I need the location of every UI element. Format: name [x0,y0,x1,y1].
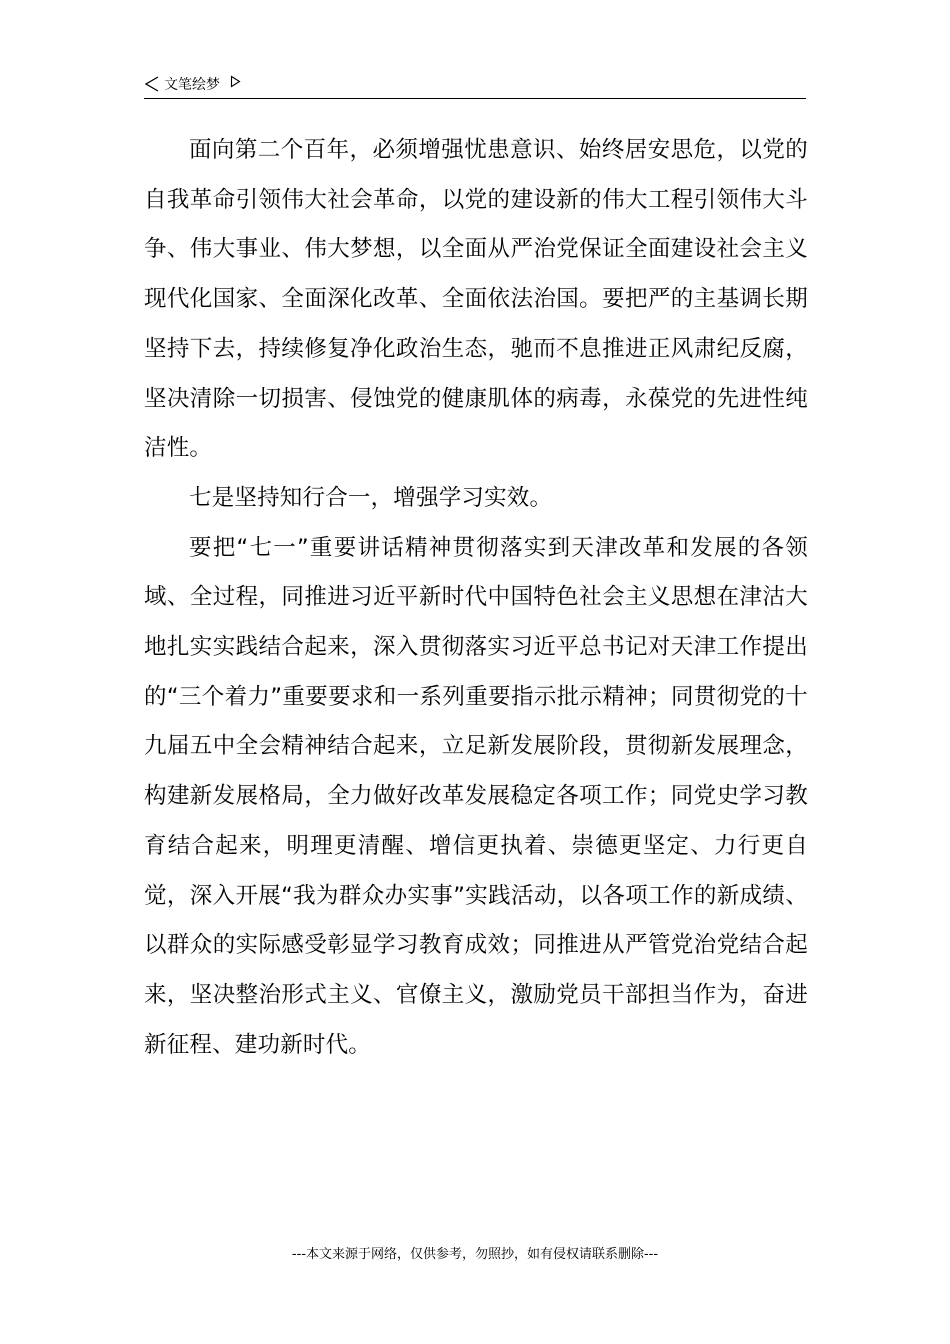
body-paragraph: 面向第二个百年，必须增强忧患意识、始终居安思危，以党的自我革命引领伟大社会革命，以党的建设新的伟大工程引领伟大斗争、伟大事业、伟大梦想，以全面从严治党保证全面建设社会主义现代化国家、全面深化改革、全面依法治国。要把严的主基调长期坚持下去，持续修复净化政治生态，驰而不息推进正风肃纪反腐，坚决清除一切损害、侵蚀党的健康肌体的病毒，永葆党的先进性纯洁性。 [144,137,808,462]
header-title: 文笔绘梦 [164,77,220,93]
section-heading-paragraph: 七是坚持知行合一，增强学习实效。 [189,484,553,511]
body-paragraph: 要把“七一”重要讲话精神贯彻落实到天津改革和发展的各领域、全过程，同推进习近平新时代中国特色社会主义思想在津沽大地扎实实践结合起来，深入贯彻落实习近平总书记对天津工作提出的“三个着力”重要要求和一系列重要指示批示精神；同贯彻党的十九届五中全会精神结合起来，立足新发展阶段，贯彻新发展理念，构建新发展格局，全力做好改革发展稳定各项工作；同党史学习教育结合起来，明理更清醒、增信更执着、崇德更坚定、力行更自觉，深入开展“我为群众办实事”实践活动，以各项工作的新成绩、以群众的实际感受彰显学习教育成效；同推进从严管党治党结合起来，坚决整治形式主义、官僚主义，激励党员干部担当作为，奋进新征程、建功新时代。 [144,534,808,1058]
right-triangle-icon [230,75,241,88]
document-body [144,126,808,1070]
page-header [144,72,806,99]
page-footer-disclaimer: ---本文来源于网络，仅供参考，勿照抄，如有侵权请联系删除--- [291,1247,659,1262]
left-triangle-icon [144,76,160,92]
